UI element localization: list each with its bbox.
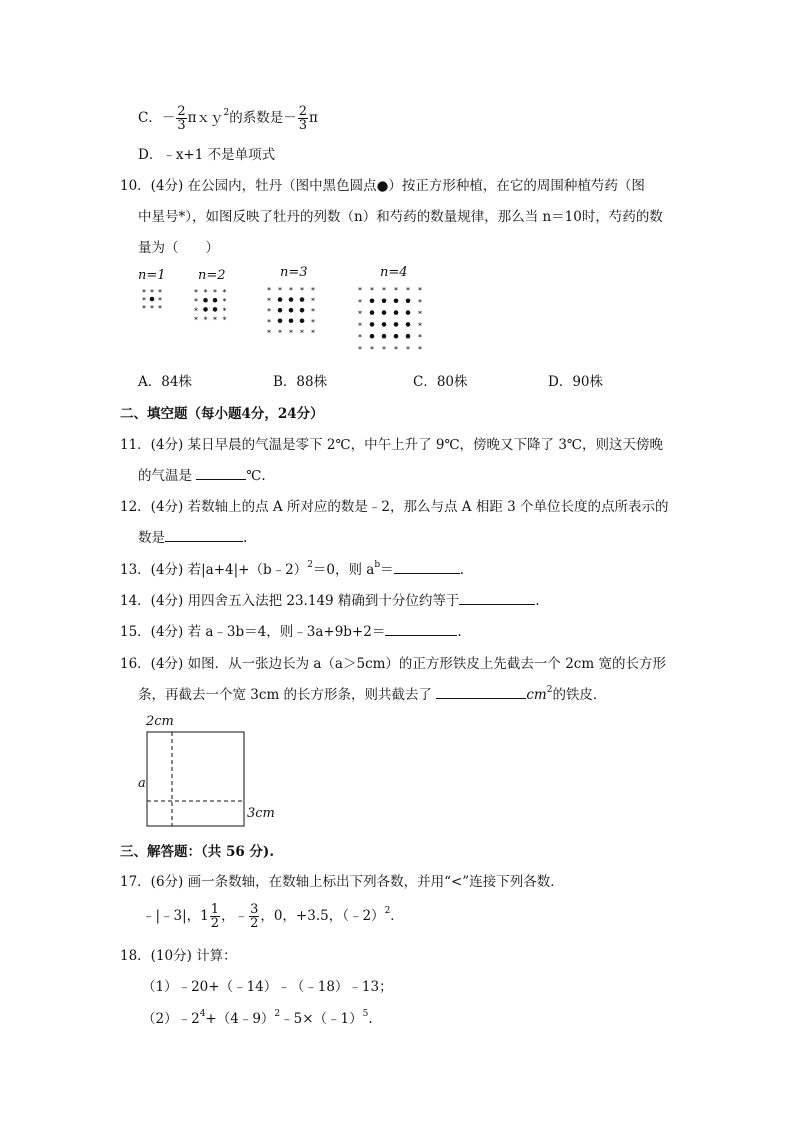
figure-label-3cm: 3cm <box>247 806 275 821</box>
label-n2: n=2 <box>198 268 226 283</box>
star-mark: * <box>194 306 198 316</box>
peony-dot <box>278 319 283 324</box>
q10-option-a: A．84株 <box>138 374 192 390</box>
star-mark: * <box>358 309 362 319</box>
peony-dot <box>150 297 155 302</box>
star-mark: * <box>358 321 362 331</box>
star-mark: * <box>267 328 271 338</box>
pattern-n4 <box>356 285 436 363</box>
star-mark: * <box>142 288 146 297</box>
section-3-title: 三、解答题：（共 56 分). <box>120 844 275 860</box>
fraction: $\frac{2}{3}$ <box>177 104 186 133</box>
star-mark: * <box>311 317 315 327</box>
section-2-title: 二、填空题（每小题4分，24分） <box>120 406 324 422</box>
figure-label-a: a <box>138 776 146 791</box>
peony-dot <box>278 308 283 313</box>
star-mark: * <box>150 304 154 313</box>
q11-line1: 11．(4分) 某日早晨的气温是零下 2℃，中午上升了 9℃，傍晚又下降了 3℃，则这天傍晚 <box>120 437 664 453</box>
star-mark: * <box>311 296 315 306</box>
q11-line2: 的气温是 ℃. <box>138 468 266 484</box>
star-mark: * <box>382 345 386 354</box>
star-mark: * <box>311 307 315 317</box>
star-mark: * <box>358 286 362 295</box>
peony-dot <box>406 334 411 339</box>
q17-line1: 17．(6分) 画一条数轴，在数轴上标出下列各数，并用“<”连接下列各数． <box>120 874 564 890</box>
q10-option-c: C．80株 <box>413 374 468 390</box>
q18-line1: 18．(10分) 计算： <box>120 948 237 964</box>
star-mark: * <box>418 297 422 307</box>
peony-dot <box>203 298 208 303</box>
peony-dot <box>382 310 387 315</box>
star-mark: * <box>194 288 198 297</box>
q18-part2: $(2)﹣2^4+(4﹣9)^2﹣5\times(﹣1)^5$. <box>142 1009 373 1027</box>
star-mark: * <box>300 286 304 295</box>
star-mark: * <box>370 286 374 295</box>
peony-dot <box>382 299 387 304</box>
figure-label-2cm: 2cm <box>146 714 174 729</box>
q16-line2: 条，再截去一个宽 3cm 的长方形条，则共截去了 $cm^2$的铁皮． <box>138 685 607 703</box>
star-mark: * <box>394 345 398 354</box>
star-mark: * <box>267 317 271 327</box>
peony-dot <box>289 297 294 302</box>
star-mark: * <box>289 286 293 295</box>
star-mark: * <box>358 345 362 354</box>
peony-dot <box>406 310 411 315</box>
star-mark: * <box>418 286 422 295</box>
star-mark: * <box>406 286 410 295</box>
star-mark: * <box>394 286 398 295</box>
label-n4: n=4 <box>380 265 408 280</box>
star-mark: * <box>222 306 227 316</box>
star-mark: * <box>142 304 146 313</box>
peony-dot <box>382 322 387 327</box>
peony-dot <box>278 297 283 302</box>
q18-part1: （1）﹣20+（﹣14）﹣（﹣18）﹣13； <box>142 979 393 995</box>
fraction: $\frac{2}{3}$ <box>298 104 308 133</box>
answer-blank <box>385 623 457 636</box>
pattern-n1 <box>140 287 170 317</box>
q12-line1: 12．(4分) 若数轴上的点 A 所对应的数是﹣2，那么与点 A 相距 3 个单位长度的点所表示的 <box>120 499 669 515</box>
q10-line3: 量为（ ） <box>138 240 219 256</box>
q10-option-d: D．90株 <box>548 374 604 390</box>
answer-blank <box>196 467 246 480</box>
star-mark: * <box>213 315 217 325</box>
star-mark: * <box>142 296 146 305</box>
q16-line1: 16．(4分) 如图．从一张边长为 a（a＞5cm）的正方形铁皮上先截去一个 2cm 宽的长方形 <box>120 656 666 672</box>
star-mark: * <box>289 328 293 338</box>
peony-dot <box>203 307 208 312</box>
star-mark: * <box>194 297 198 307</box>
star-mark: * <box>222 297 227 307</box>
star-mark: * <box>358 297 362 307</box>
star-mark: * <box>418 333 422 343</box>
star-mark: * <box>358 333 362 343</box>
q10-option-b: B．88株 <box>273 374 328 390</box>
peony-dot <box>300 297 305 302</box>
star-mark: * <box>370 345 374 354</box>
q15: 15．(4分) 若 a﹣3b＝4，则﹣3a+9b+2＝ . <box>120 624 462 640</box>
star-mark: * <box>150 288 154 297</box>
star-mark: * <box>222 288 227 297</box>
peony-dot <box>300 308 305 313</box>
star-mark: * <box>382 286 386 295</box>
answer-blank <box>394 561 460 574</box>
star-mark: * <box>278 286 282 295</box>
pattern-n3 <box>265 285 329 347</box>
fraction: $\frac{1}{2}$ <box>210 902 220 931</box>
peony-dot <box>382 334 387 339</box>
q17-numbers: ﹣|﹣3|，1 $\frac{1}{2}$ ，﹣ $\frac{3}{2}$ ，0，+3.5，（﹣2）$^2$． <box>142 902 404 931</box>
peony-dot <box>370 299 375 304</box>
star-mark: * <box>267 296 271 306</box>
peony-dot <box>213 307 218 312</box>
q10-line2: 中星号*），如图反映了牡丹的列数（n）和芍药的数量规律，那么当 n＝10时，芍药的数 <box>138 209 663 225</box>
fraction: $\frac{3}{2}$ <box>250 902 259 931</box>
answer-blank <box>436 686 526 699</box>
peony-dot <box>370 310 375 315</box>
square-outline <box>147 732 244 826</box>
star-mark: * <box>300 328 304 338</box>
star-mark: * <box>311 328 315 338</box>
star-mark: * <box>158 296 162 305</box>
q13: 13．(4分) 若|a+4|+（b﹣2）$^2$＝0，则 $a^b=$ . <box>120 560 464 578</box>
q9-option-d: D．﹣x+1 不是单项式 <box>138 147 276 163</box>
pattern-n2 <box>192 287 240 332</box>
peony-dot <box>394 322 399 327</box>
star-mark: * <box>406 345 410 354</box>
star-mark: * <box>418 321 422 331</box>
q12-line2: 数是 . <box>138 530 248 546</box>
star-mark: * <box>203 315 208 325</box>
peony-dot <box>394 310 399 315</box>
peony-dot <box>300 319 305 324</box>
answer-blank <box>459 592 535 605</box>
peony-dot <box>394 299 399 304</box>
peony-dot <box>406 322 411 327</box>
peony-dot <box>406 299 411 304</box>
q9-option-c: C．－ $\frac{2}{3}$ πｘｙ$^2$的系数是－ $\frac{2}{3}$ π <box>138 104 318 133</box>
star-mark: * <box>418 309 422 319</box>
q10-line1: 10．(4分) 在公园内，牡丹（图中黑色圆点●）按正方形种植，在它的周围种植芍药（图 <box>120 178 645 194</box>
label-n1: n=1 <box>138 268 166 283</box>
answer-blank <box>165 529 243 542</box>
peony-dot <box>289 308 294 313</box>
star-mark: * <box>267 286 271 295</box>
star-mark: * <box>203 288 208 297</box>
peony-dot <box>394 334 399 339</box>
peony-dot <box>370 322 375 327</box>
star-mark: * <box>222 315 227 325</box>
star-mark: * <box>158 304 162 313</box>
star-mark: * <box>194 315 198 325</box>
star-mark: * <box>311 286 315 295</box>
star-mark: * <box>158 288 162 297</box>
peony-dot <box>370 334 375 339</box>
star-mark: * <box>278 328 282 338</box>
square-sheet-figure <box>146 731 246 828</box>
star-mark: * <box>267 307 271 317</box>
star-mark: * <box>418 345 422 354</box>
q14: 14．(4分) 用四舍五入法把 23.149 精确到十分位约等于 . <box>120 593 540 609</box>
star-mark: * <box>213 288 217 297</box>
peony-dot <box>289 319 294 324</box>
peony-dot <box>213 298 218 303</box>
label-n3: n=3 <box>280 265 308 280</box>
